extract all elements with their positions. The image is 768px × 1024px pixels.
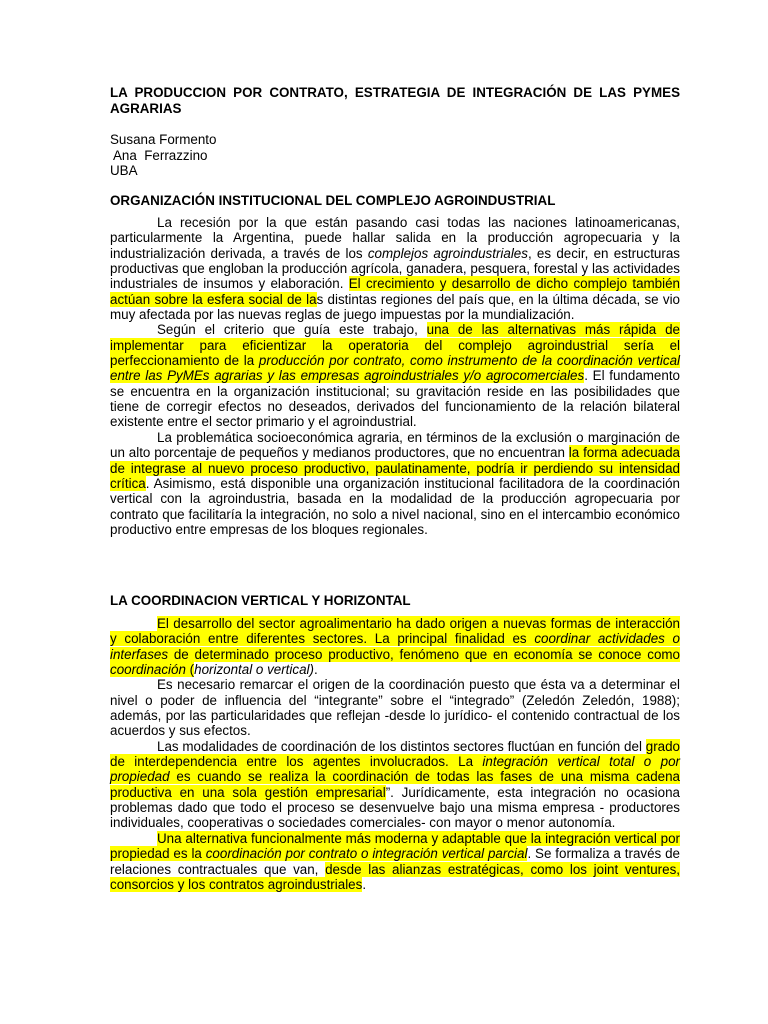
highlighted-text: coordinar actividades o interfases [110, 631, 680, 662]
section-body [110, 616, 680, 892]
highlighted-text: desde las alianzas estratégicas, como los joint ventures, consorcios y los contratos agroindustriales [110, 861, 680, 892]
body-paragraph [110, 677, 680, 738]
text-run: La problemática socioeconómica agraria, en términos de la exclusión o marginación de un alto porcentaje de pequeños y medianos productores, que no encuentran [110, 429, 680, 461]
highlighted-text: El desarrollo del sector agroalimentario ha dado origen a nuevas formas de interacción y colaboración entre diferentes sectores. La principal finalidad es [110, 616, 680, 647]
highlighted-text: la forma adecuada de integrase al nuevo proceso productivo, paulatinamente, podría ir perdiendo su intensidad crítica [110, 445, 681, 491]
body-paragraph [110, 831, 680, 892]
text-run: Las modalidades de coordinación de los distintos sectores fluctúan en función del [157, 738, 646, 754]
body-paragraph [110, 739, 680, 831]
highlighted-text: Una alternativa funcionalmente más moderna y adaptable que la integración vertical por propiedad es la [110, 830, 680, 862]
text-run: . [362, 876, 367, 892]
highlighted-text: una de las alternativas más rápida de implementar para eficientizar la operatoria del complejo agroindustrial sería el perfeccionamiento de la [110, 322, 680, 369]
author-name: Ana Ferrazzino [110, 147, 208, 163]
highlighted-text: integración vertical total o por propiedad [110, 754, 680, 785]
highlighted-text: ( [185, 662, 195, 678]
text-run: , es decir, en estructuras productivas que engloban la producción agrícola, ganadera, pesquera, forestal y las actividades industriales de insumos y elaboración. [110, 245, 680, 292]
body-paragraph [110, 616, 680, 677]
body-paragraph [110, 430, 680, 537]
highlighted-text: coordinación por contrato o integración vertical parcial [205, 846, 528, 862]
highlighted-text: es cuando se realiza la coordinación de todas las fases de una misma cadena productiva en una sola gestión empresarial [110, 769, 680, 800]
text-run: Según el criterio que guía este trabajo, [157, 322, 427, 338]
text-run: . [313, 662, 318, 678]
text-run: ”. Jurídicamente, esta integración no ocasiona problemas dado que todo el proceso se desenvuelve bajo una misma empresa - productores individuales, cooperativas o sociedades comerciales- con mayor o menor autonomía. [110, 784, 680, 831]
body-paragraph [110, 215, 680, 322]
highlighted-text: El crecimiento y desarrollo de dicho complejo también actúan sobre la esfera social de la [110, 276, 680, 307]
text-run: La recesión por la que están pasando casi todas las naciones latinoamericanas, particularmente la Argentina, puede hallar salida en la producción agropecuaria y la industrialización derivada, a través de los [110, 215, 680, 261]
document-title: LA PRODUCCION POR CONTRATO, ESTRATEGIA DE INTEGRACIÓN DE LAS PYMES AGRARIAS [110, 85, 680, 116]
highlighted-text: coordinación [110, 662, 186, 678]
text-run: Es necesario remarcar el origen de la coordinación puesto que ésta va a determinar el nivel o poder de influencia del “integrante” sobre el “integrado” (Zeledón Zeledón, 1988); además, por las particularidades que reflejan -desde lo jurídico- el contenido contractual de los acuerdos y sus efectos. [110, 677, 680, 739]
text-run: . Asimismo, está disponible una organización institucional facilitadora de la coordinación vertical con la agroindustria, basada en la modalidad de la producción agropecuaria por contrato que facilitaría la integración, no solo a nivel nacional, sino en el intercambio económico productivo entre empresas de los bloques regionales. [110, 475, 680, 537]
section-body [110, 215, 680, 537]
highlighted-text: de determinado proceso productivo, fenómeno que en economía se conoce como [168, 646, 680, 662]
author-affiliation: UBA [110, 163, 138, 179]
section-heading: LA COORDINACION VERTICAL Y HORIZONTAL [110, 593, 411, 608]
author-name: Susana Formento [110, 132, 217, 147]
body-paragraph [110, 322, 680, 429]
text-run: . El fundamento se encuentra en la organización institucional; su gravitación reside en las posibilidades que tiene de corregir efectos no deseados, derivados del funcionamiento de la relación bilateral existente entre el sector primario y el agroindustrial. [110, 368, 680, 430]
text-run: s distintas regiones del país que, en la última década, se vio muy afectada por las nuevas reglas de juego impuestas por la mundialización. [110, 291, 680, 323]
highlighted-text: grado de interdependencia entre los agentes involucrados. La [110, 738, 680, 770]
author-block [110, 132, 216, 179]
section-heading: ORGANIZACIÓN INSTITUCIONAL DEL COMPLEJO AGROINDUSTRIAL [110, 193, 556, 208]
text-run: complejos agroindustriales [367, 245, 528, 261]
highlighted-text: producción por contrato, como instrumento de la coordinación vertical entre las PyMEs agrarias y las empresas agroindustriales y/o agrocomerciales [110, 353, 680, 384]
text-run: horizontal o vertical) [194, 662, 314, 678]
text-run: . Se formaliza a través de relaciones contractuales que van, [110, 846, 681, 877]
